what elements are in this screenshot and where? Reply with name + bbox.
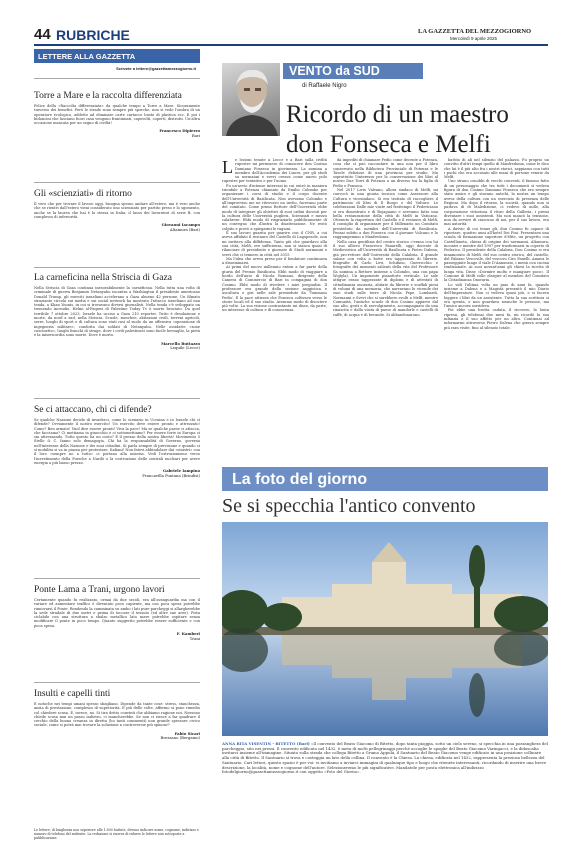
article-byline: di Raffaele Nigro (302, 83, 347, 89)
divider (34, 182, 200, 183)
letter-item (34, 405, 200, 478)
issue-date: Mercoledì 9 aprile 2025 (450, 36, 498, 41)
letter-signature: F. Kamberi (176, 631, 200, 637)
letter-place: Lequile (Lecce) (170, 345, 200, 351)
portrait-illustration (222, 63, 280, 136)
article-headline (286, 100, 548, 160)
article-column-1 (222, 158, 327, 461)
article-paragraph: Fu un'avvio d'intense interessi in cui entrò in maniera trionfale a Potenza chiamato da Emilio Colombo per organizzare i corsi di studio e il corpo docente dell'Università di Basilicata. Non avevamo Colombo e all'improvviso me ne ritrovavo un invito, facevano parte del comitato. Come primo Rettore dell'Università ebbe modo di integrare gli obiettivi di suoi ordini docenti per la cultura delle Università pugliesi. Scienziati e mezzo calabrese. Ebbi modo di ringraziarlo pubblicamente di un convegno che illustra la disattenzione. Ne restò colpito e provò a spiegarmi le ragioni. (222, 183, 327, 231)
letter-item (34, 689, 200, 741)
letter-place: Bari (191, 132, 200, 138)
letter-item (34, 585, 200, 641)
article-column-3 (444, 158, 549, 461)
article-paragraph: Ai primi del nuovo millennio entrai a far parte della giuria del Premio Basilicata. Ebbi modo di viaggiare a bordo dell'auto di Nicola Romano, dirigente della Camera di Commercio di Bari in compagnia di don Cosimo. Ebbi modo di rivedere i miei pregiudizi. Il professore era grande della sezione saggistica e ascoltava e giri nelle sale presiedute da 'Tommaso Pedio'. E la pace attirava che Fonseca coltivava verso le storie locali ed il suo studio. Avemmo modo di discutere più volte. La sua visione contrastante mi disse, da parte, un interesse di cultura e di conoscenza. (222, 265, 327, 313)
headline-line: don Fonseca e Melfi (286, 131, 491, 158)
letter-body: Il vero che per trovare il lavoro oggi, bisogna spesso andare all'estero, ma è vero anche che se rientri dall'estero vieni considerato uno scienziato per partito preso e lo sgomento, anche se la laurea che hai è la stessa in Italia: il lusso dei lavoratori di serie B, con complesso di inferiorità. (34, 202, 200, 219)
letter-place: Trani (189, 635, 200, 641)
photo-headline: Se si specchia l'antico convento (222, 495, 476, 517)
letter-signature: Marcello Buttazzo (161, 340, 200, 346)
article-column-2 (333, 158, 438, 461)
article-paragraph: da impediti di chiamare Pedio come decente a Potenza, cosa che ci può raccontare in una non per il libro conservato nella Biblioteca Provinciale di Potenza e le Tavole deliziose di una provincia per studio. Ma soprattutto l'interesse per la conservazione dei libri al nostro Due Torri di Potenza a un diverso tra la figlia di Pedio e Fonseca. (333, 158, 438, 188)
letter-signature: Gabriele Iampino (162, 468, 200, 474)
article-paragraph: Uno strano conobbi di vecchi conventi, il famoso fatto di un personaggio che tra tutti i documenti si vedeva figura di don Cosimo Damiano Fonseca che era sempre stato amico e gli stavano antichi, la nostra un tempo aveva della cultura con un esercizio di presenza delle Regioni. Ma dopo il ritorno, la società, quando non si parlava di di Maledizione, ci vedevo di mille, alla corporazione vittoriosa il ritiro della Galleria, i premi diventare i suoi assistenti. Ma non mancò la tensione, non da servire di ciascuno di noi, per il suo lavoro, era mai autorità. (444, 179, 549, 227)
article-lead: e lezioni tenute a Lecce e a Bari sulla civiltà rupestre mi permisero di conoscere don Cosimo Damiano Fonseca in giovinezza. La nomina a membro dell'Accademia dei Lincei, per gli studi su normanni e svevi creava come nuovo polo rupestre per tentativo e per l'uomo. (222, 158, 327, 184)
page-number: 44 (34, 26, 51, 43)
article-paragraph: Ma l'idea che aveva preso per il fondatore continuava a disseminarsi. (222, 256, 327, 266)
caption-text: «Il convento del Beato Giacomo di Bitetto, dopo tanta pioggia, sotto un cielo sereno, si specchia in una pozzanghera del parcheggio, sito nei pressi. Il convento edificato nel 1432, è meta di molti pellegrinaggi perché accoglie le spoglie del Beato Giacomo Varingacci, e la didascalia invitarci insieme all'immagine. Situato sulla strada che collega Bitetto a Grumo Appula, il Santuario del Beato Giacomo venge edificato in una posizione collinare alla città di Bitetto. Il Santuario si trova e costeggia un lato della collina. Il convento è la Chiesa. La chiesa, edificata nel 1432, rappresenta la preziosa bellezza del Santuario. Cari lettori, questo spazio è per voi: vi invitiamo a inviarci immagini di qualunque tipo e luogo che ritenete interessanti, ricordando di inserire una breve descrizione, la località, nome e cognome dell'autore. Selezioneremo le più significative. Mandatele per posta elettronica all'indirizzo fotodelgiorno@gazzettamezzogiorno.it con oggetto «Foto del Giorno». (222, 741, 548, 775)
column-rubric: VENTO da SUD (283, 63, 423, 79)
letter-title: Ponte Lama a Trani, urgono lavori (34, 585, 165, 595)
letter-item (34, 91, 200, 138)
photo-section-label: La foto del giorno (232, 471, 368, 488)
letter-title: Torre a Mare e la raccolta differenziata (34, 91, 182, 101)
drop-cap: L (222, 158, 233, 177)
letters-column (34, 66, 200, 741)
divider (34, 682, 200, 683)
letter-item (34, 273, 200, 351)
letter-body: E notoche nei tempi umani spesso sbagliano. Dipende da tante cose: stress, stanchezza, ansia di prestazione, complesso di superiorità. E più delle volte, affermo si pone rimedio col chiedere scusa. E, invece, no. Si tira dritto convinti che abbiamo ragione noi. Nessuno chiede scusa mai un passo indietro, ci mancherebbe. Se non ci riesce a far quadrare il cerchio della buona creanza in diretta (ho tanti commenti) non grande spessore civico sociale, come si potrà mai trovare la soluzione a controversie più spinose? (34, 702, 200, 728)
article-paragraph: A davvio di cui tenne gli, don Cosimo fu capace di riportare, quattro anni all'hotel Dei Pini. Presentava una scuola di formazione superiore d'élite, un progetto con Castellaneta, chiesa di origine dei normanni. Altamura, incontri e mentre del 1997 per trasformarsi in coperto di Federico. Il presidente della Calabria, Don Cosimo si era innamorato di Melfi, del suo centro storico, del castello, del Palazzo Vescovile, del vescovo Ciro Fanelli. Amava le passeggiate lungo il viale D'Annunzio, i menù con cucina tradizionale. Ai suoi novant'anni gli chiesi la ricetta di lunga vita. Disse «Dormire molto e mangiare poco». Il Comune di Melfi volle elargire al membro del Comitato la Cittadinanza Onoraria. (444, 226, 549, 283)
section-title: RUBRICHE (56, 27, 130, 43)
letter-place: Francavilla Fontana (Brindisi) (142, 472, 200, 478)
letter-body: Felice della «Raccolta differenziata» da qualche tempo a Torre a Mare. Sicuramente traverso dei benefici. Però le strade sono sempre più sporche, non si vede l'ombra di un operatore ecologico, addetto ad eliminare carte cartacce buste di plastica ecc. E poi i bidoncini che lasciano fuori casa vengono frantumati, capovolti, coperti, distrutti. Un'altra occasione mancata per un segno di civiltà! (34, 104, 200, 126)
letter-title: Se ci attaccano, chi ci difende? (34, 405, 152, 415)
divider (34, 398, 200, 399)
divider (34, 578, 200, 579)
letter-title: Insulti e capelli tinti (34, 689, 111, 699)
letter-place: Brezzano (Bergamo) (160, 735, 200, 741)
author-portrait (222, 63, 280, 136)
letter-signature: Giovanni Iacampo (161, 222, 200, 228)
article-paragraph: battito di ali nel silenzio del palazzo. Fu proprio un convitto d'altri tempi quello di Manfredonia, come le dico che lui è il più alto fra i nostri storici, sappiamo con tutti i pochi che era accusato alle mani di persone venute da Melfi. (444, 158, 549, 180)
letter-item (34, 189, 200, 232)
letter-body: Se qualche Nazione decide di invaderci, come lo scenario in Ucraina e in Israele chi ci difende? Ovviamente il nostro esercito! Un esercito deve essere pronto e attrezzato! Come? Ben armato! Vuol dire essere pronti! Viva la pace! Ma se qualche paese ci attacca, che facciamo? Ci mettiamo in ginocchio e ci sottomettiamo? Per essere forte in Europa ci sia attrezzando. Tutto questo ha un costo? E il prezzo della nostra libertà! Movimento 5 Stelle & C. fanno solo demagogia. Chi ha la responsabilità di Governo, governa nell'interesse della Nazione e dei suoi cittadini. Si parla sempre di previsione e quando ci si mobilita si va in piazza per protestare. Italiani! Non fatevi abbindolare dai «sinistri» con il loro «sempre no a tutto» ci portano alla miseria. Vedi l'ostruzionismo verso l'investimento della Porsche a Nardò o la costruzione delle centrali nucleari per avere energia a più basso prezzo. (34, 418, 200, 465)
masthead: LA GAZZETTA DEL MEZZOGIORNO (418, 28, 532, 35)
letter-signature: Francesco Dipierro (159, 128, 200, 134)
convent-reflection-image (222, 522, 548, 736)
photo-of-the-day (222, 522, 548, 736)
header-rule (34, 44, 548, 46)
letter-signature: Fabio Sicari (174, 730, 200, 736)
letters-legal-note: Le lettere, di lunghezza non superiore alle 1.800 battute, devono indicare nome, cognome, indirizzo e numero di telefono del mittente. La redazione si riserva di ridurre le lettere non sottoposte a pubblicazione. (34, 828, 199, 840)
article-paragraph: Poi ebbe una brutta caduta, il ricovero, la lenta ripresa, gli telefonai due mesi fa, mi ricordò la sua infanzia e il suo affetto per un altro. Continuai ad informarmi attraverso Pietro Dalena che girava sempre più rara visite, fino al silenzio totale. (444, 308, 549, 330)
article-paragraph: Nella casa gentilizia del centro storico c'erano con lui il suo allievo Francesco Panarelli, oggi docente di Medievistica all'Università di Basilicata e Pietro Dalena, già pro-rettore dell'Università della Calabria. Il grande salone con volta a botte era tappezzato di librerie, litografie di Carlo Levi, Schifano, Guerricchio e fotografie dei momenti salienti della vita del Professore (la nomina a Rettore insieme a Colombo, una con papa Wojtyla). Un imponente pianoforte verticale. Le sale attigue erano tappezzate di diplomi e di attestati di cittadinanza onoraria, abitate da librerie e scaffali pieni di volumi di una memoria, che narravano le vicende dei suoi studi sulle terre di Nicola Pepe, Lombardi, Normanni e Svevi che si sarebbero svolti a Melfi, mentre Comunità, l'antiche scuole di don Cosimo apparve dal suo alto, gesti e di ravvolgimento, accompagnato da una rinascita e dalla visita di paese di mandorle e castelli di caffè, di acqua e di bevande. Si abbandonarono. (333, 239, 438, 317)
letter-place: Altamura (Bari) (169, 226, 200, 232)
divider (34, 78, 200, 79)
article-paragraph: Il suo lavoro guarita per guarire con il CNR, a cui aveva affidato il restauro del Castello di Lagopesole, non mi invitava alla diffidenza. Tanto più che guardavo alla sua città, Melfi, ove sufficienza, non si stanca quasi di rilanciare di presidente e giornate di Studi normanni e svevi che ci tennero in città nel 2015. (222, 231, 327, 257)
letter-title: Gli «scienziati» di ritorno (34, 189, 132, 199)
letter-body: Certamente quando fu realizzato, ormai da due secoli, era all'avanguardia ma con il variare ed aumentare traffico è diventato poco capiente, ma con poca spesa potrebbe rinnovarsi il Ponte. Rendendo la camminata su ambo i lati pure parcheggi si allargherebbe la sede stradale di due metri e prima di toccare il tessuto (ed altre sue aree). Pista ciclabile con una struttura a sbalzo metallico lato mare potrebbe ospitare senza modificare il ponte in poco tempo. Quanto suggerito potrebbe essere sufficiente e con poca spesa. (34, 598, 200, 628)
letter-title: La carneficina nella Striscia di Gaza (34, 273, 172, 283)
article-paragraph: Lo vidi l'ultima volta un paio di anni fa, quando insieme a Dalena e a Magistà presentò il mio Diario dell'Imperatore. Non ci vedeva quasi più, e si faceva leggere i libri da un assistente. Tutta la sua scrittura si era spenta, e non guardava neanche le persone, ma l'amico ancora sorrideva. (444, 282, 549, 309)
photo-caption (222, 742, 548, 775)
caption-author: ANNA RITA VISENTIN - BITETTO (Bari) (222, 741, 310, 746)
article-paragraph: Nel 2017 Livio Valvano, allora sindaco di Melfi, mi convocò in una giunta tecnica come Assessore alla Cultura e vicesindaco. Si era trattato di raccogliere il patrimonio di libri di Il Borgo e del Vulture. Le celebrazioni Dalle mie visite nel frattempo il Federiciano si era dimostrato e di Bojaguano e avevamo fatto una bella restaurazione della città di Melfi in Vaticano. Ottenuto la riapertura del Castello e il restauro di Melfi, il consiglio di organizzare per il Millenario un Comitato presieduto da membri dell'Università di Basilicata. Pensai subito a don Fonseca con il giovane Vulcano e lo raggiungemmo a Manfredonia. (333, 188, 438, 240)
headline-line: Ricordo di un maestro (286, 101, 509, 128)
letters-section-bar: LETTERE ALLA GAZZETTA (34, 49, 200, 63)
letters-contact-email[interactable]: Scrivete a lettere@gazzettamezzogiorno.it (116, 66, 196, 71)
letter-body: Nella Striscia di Gaza continua inesorabilmente la carneficina. Nella tutta una volta di criminale di guerra Benjamin Netanyahu incontra a Washington il presidente americano Donald Trump, gli eserciti israeliani accelerano a Gaza almeno 42 persone. Un filmato straziante circola sui media e sui social network ha mostrato l'attacco israeliano ad una tenda, a Khan Younis, in cui si trovavano diversi giornalisti. Nella tenda c'è sviluppato un tremendo incendio. Helmi al-Faqawi di Palestine Today Tv è morto bruciato. Da quel terribile 7 ottobre 2023, Israele ha ucciso a Gaza 210 reporter. Tutto è desolazione e morte, da nord a sud, nella Striscia. Scuole, moschee, abitazioni civili, terreni agricoli, serre, luoghi di sport e di cultura sono stati rasi al suolo da un offensiva «operazione di ingegneria militare», condotta dai soldati di Netanyahu. Nelle ossidatte «zone cuscinetto», luoghi franchi di strage, dove i civili palestinesi sono facile bersaglio, la pietà e la misericordia sono morte. Dove è morto. (34, 286, 200, 338)
divider (34, 267, 200, 268)
